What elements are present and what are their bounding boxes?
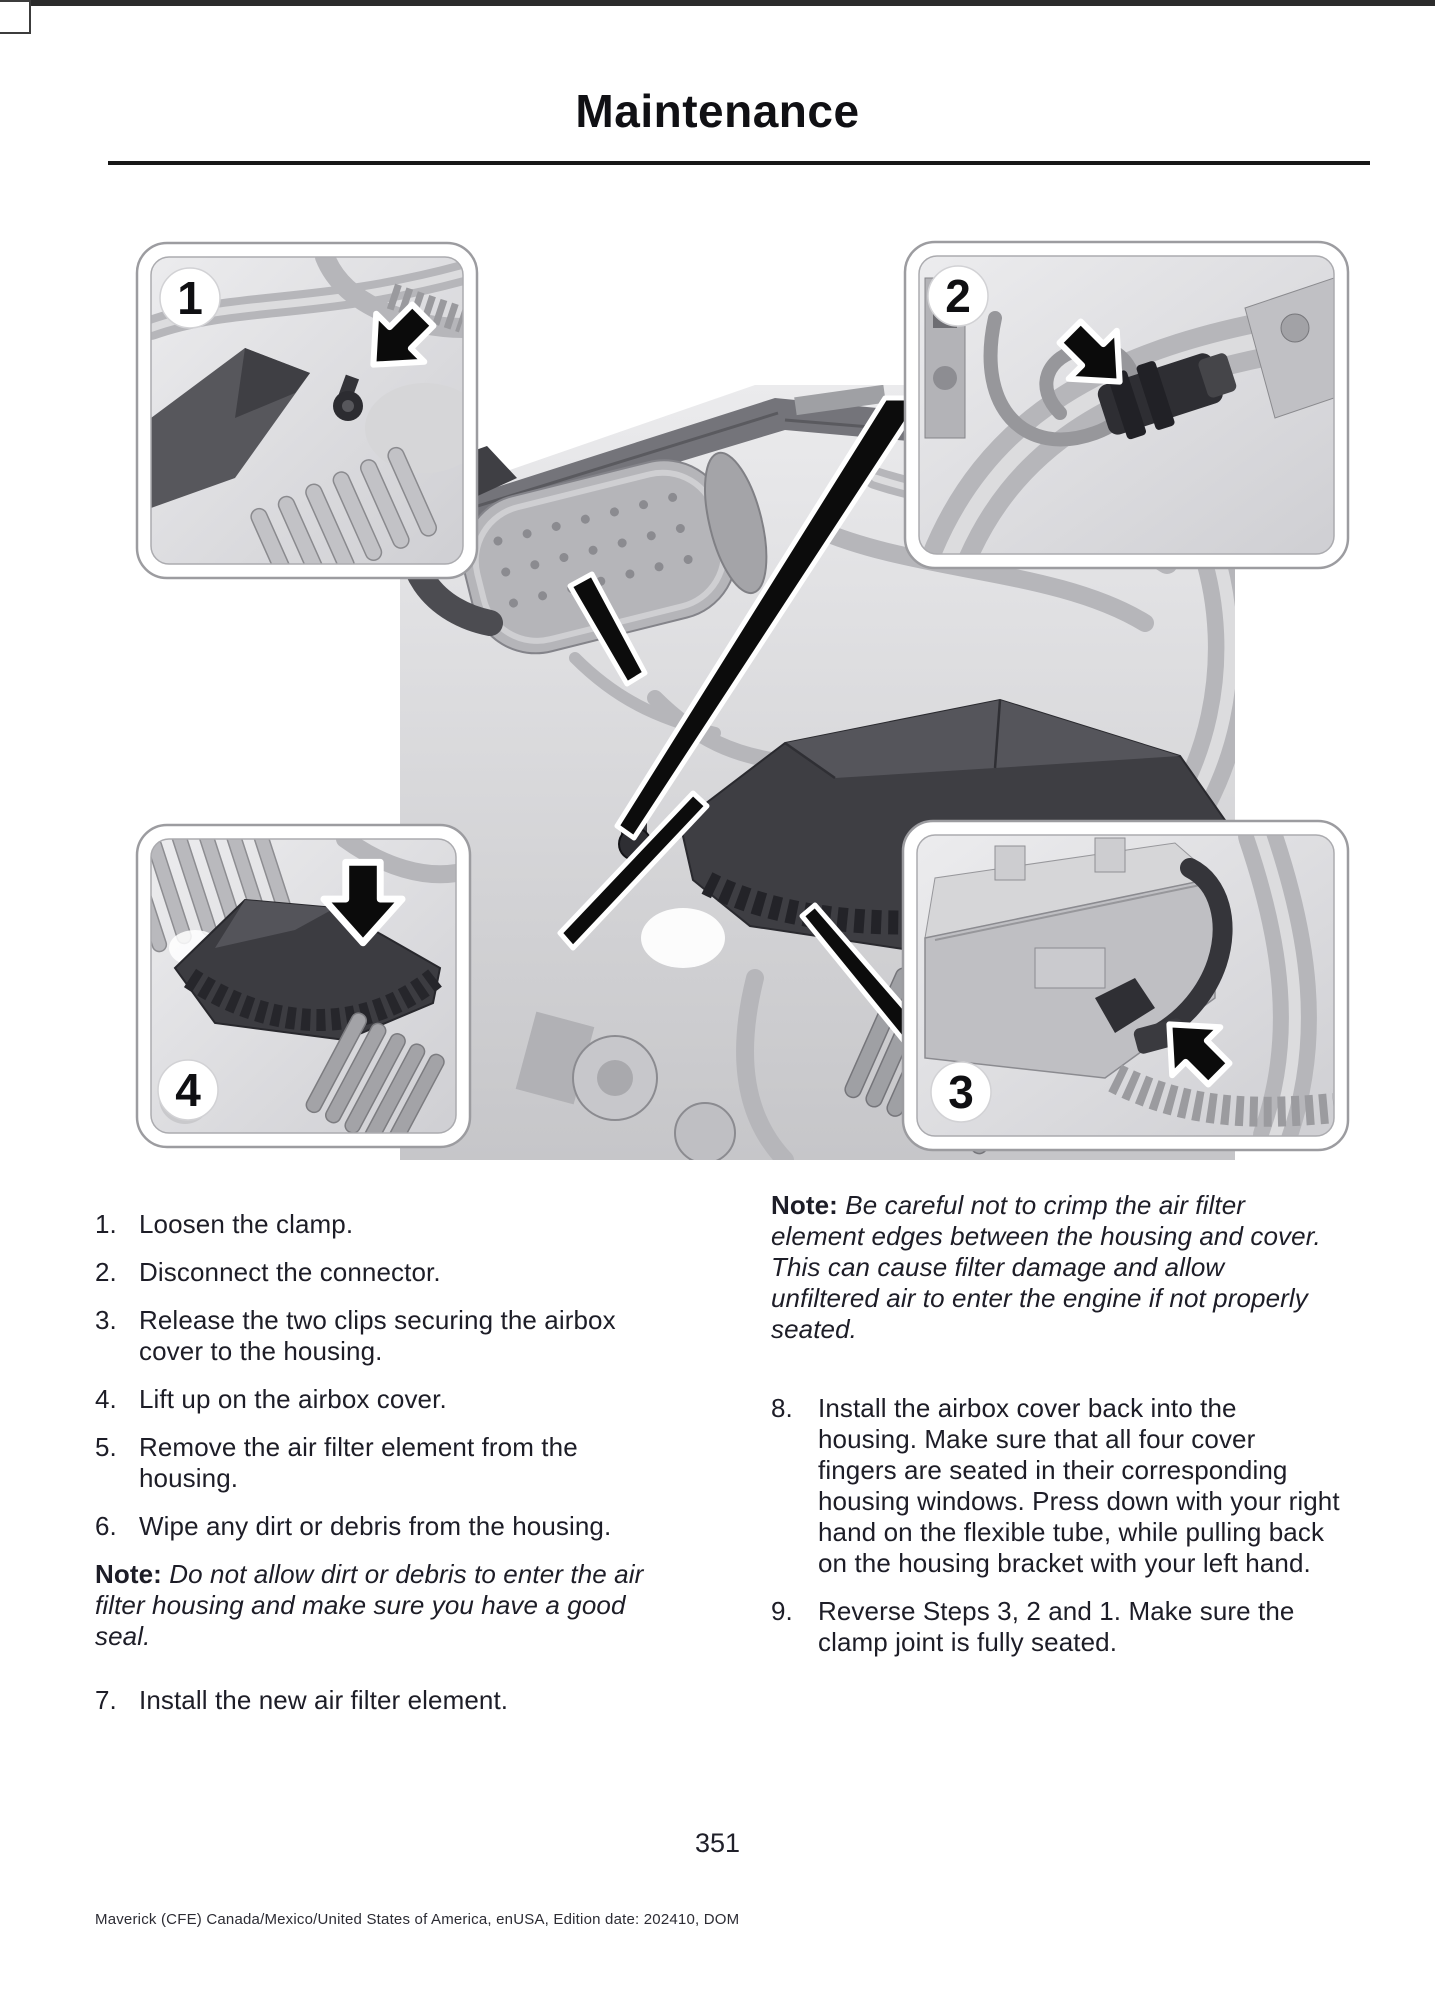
instruction-step <box>771 1393 1341 1579</box>
instruction-step <box>771 1596 1341 1658</box>
step-number: 1. <box>95 1209 117 1239</box>
callout-box-3 <box>903 821 1348 1150</box>
instruction-step <box>95 1384 660 1415</box>
step-text: Install the new air filter element. <box>139 1685 509 1715</box>
page-number: 351 <box>694 1828 741 1858</box>
note-paragraph <box>95 1559 665 1652</box>
step-number: 3. <box>95 1305 117 1335</box>
step-number: 5. <box>95 1432 117 1462</box>
title-rule <box>108 161 1370 165</box>
footer-edition-line: Maverick (CFE) Canada/Mexico/United States of America, enUSA, Edition date: 202410, DOM <box>95 1911 740 1928</box>
instruction-step <box>95 1209 660 1240</box>
step-number: 7. <box>95 1685 117 1715</box>
step-text: Lift up on the airbox cover. <box>139 1384 447 1414</box>
air-filter-figure <box>95 178 1355 1168</box>
instruction-step <box>95 1432 660 1494</box>
step-text: Release the two clips securing the airbox cover to the housing. <box>139 1305 616 1366</box>
callout-number-2: 2 <box>945 270 971 322</box>
step-number: 9. <box>771 1596 793 1626</box>
callout-box-4 <box>121 804 470 1156</box>
instruction-step <box>95 1257 660 1288</box>
callout-box-2 <box>905 242 1348 568</box>
note-label: Note: <box>95 1559 162 1589</box>
instructions-right-column <box>771 1190 1341 1675</box>
step-number: 8. <box>771 1393 793 1423</box>
step-number: 4. <box>95 1384 117 1414</box>
scan-corner-box <box>0 0 31 34</box>
step-text: Loosen the clamp. <box>139 1209 354 1239</box>
step-text: Install the airbox cover back into the housing. Make sure that all four cover fingers are seated in their corresponding housing windows. Press down with your right hand on the flexible tube, while pulling back on the housing bracket with your left hand. <box>818 1393 1340 1578</box>
callout-box-1 <box>137 243 485 599</box>
step-number: 6. <box>95 1511 117 1541</box>
note-text: Do not allow dirt or debris to enter the air filter housing and make sure you have a good seal. <box>95 1559 644 1651</box>
step-text: Reverse Steps 3, 2 and 1. Make sure the clamp joint is fully seated. <box>818 1596 1295 1657</box>
callout-number-3: 3 <box>948 1066 974 1118</box>
instruction-step <box>95 1305 660 1367</box>
step-text: Disconnect the connector. <box>139 1257 441 1287</box>
page-title: Maintenance <box>575 85 860 137</box>
instruction-step <box>95 1685 660 1716</box>
callout-number-4: 4 <box>175 1064 201 1116</box>
step-number: 2. <box>95 1257 117 1287</box>
instructions-left-column <box>95 1209 660 1733</box>
callout-number-1: 1 <box>177 272 203 324</box>
note-label: Note: <box>771 1190 838 1220</box>
note-paragraph <box>771 1190 1333 1345</box>
scan-top-bar <box>0 0 1435 6</box>
step-text: Remove the air filter element from the housing. <box>139 1432 578 1493</box>
step-text: Wipe any dirt or debris from the housing. <box>139 1511 612 1541</box>
note-text: Be careful not to crimp the air filter element edges between the housing and cover. This can cause filter damage and allow unfiltered air to enter the engine if not properly seated. <box>771 1190 1321 1344</box>
instruction-step <box>95 1511 660 1542</box>
